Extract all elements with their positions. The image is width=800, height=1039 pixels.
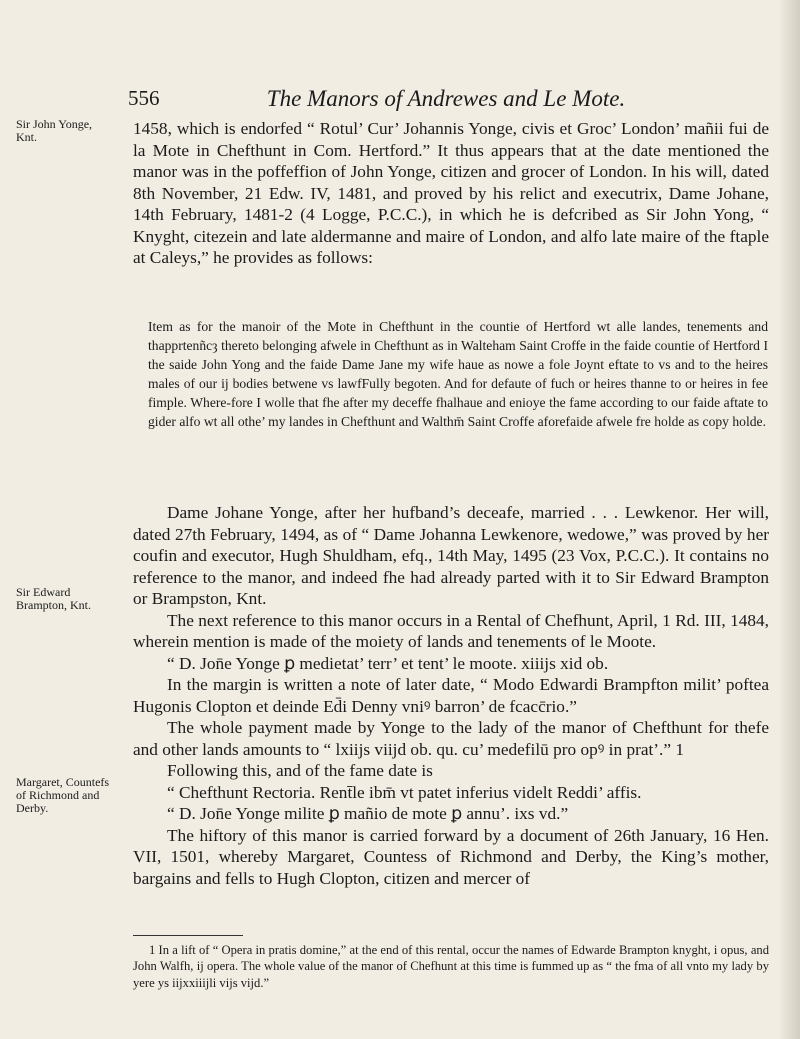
- margin-note-sir-john-yonge: Sir John Yonge, Knt.: [16, 117, 93, 144]
- margin-note-margaret-countess: Margaret, Countefs of Richmond and Derby.: [16, 775, 110, 815]
- paragraph-text: 1458, which is endorfed “ Rotul’ Cur’ Johannis Yonge, civis et Groc’ London’ mañii fui de la Mote in Chefthunt in Com. Hertford.” It thus appears that at the date mentioned the manor was in the poffeffion of John Yonge, citizen and grocer of London. In his will, dated 8th November, 21 Edw. IV, 1481, and proved by his relict and executrix, Dame Johane, 14th February, 1481-2 (4 Logge, P.C.C.), in which he is defcribed as Sir John Yong, “ Knyght, citezein and late aldermanne and maire of London, and alfo late maire of the ftaple at Caleys,” he provides as follows:: [133, 119, 769, 267]
- page-edge-shadow: [778, 0, 800, 1039]
- paragraph-following: Following this, and of the fame date is: [167, 761, 433, 780]
- quotation-text: Item as for the manoir of the Mote in Chefthunt in the countie of Hertford wt alle landes, tenements and thapprtenñcȝ thereto belonging afwele in Chefthunt as in Walteham Saint Croffe in the faide countie of Hertford I the saide John Yong and the faide Dame Jane my wife haue as nowe a fole Joynt eftate to vs and to the heires males of our ij bodies betwene vs lawfFully begoten. And for defaute of fuch or heires thanne to or heires in fee fimple. Where-fore I wolle that fhe after my deceffe fhalhaue and enioye the fame according to our faide aftate to gider alfo wt all othe’ my landes in Chefthunt and Walthm̄ Saint Croffe aforefaide afwele fre holde as copy holde.: [148, 319, 768, 430]
- margin-note-sir-edward-brampton: Sir Edward Brampton, Knt.: [16, 585, 91, 612]
- latin-entry-rectoria: “ Chefthunt Rectoria. Rent̄le ibm̄ vt patet inferius videlt Reddi’ affis.: [167, 782, 642, 802]
- paragraph-history: The hiftory of this manor is carried forward by a document of 26th January, 16 Hen. VII, 1501, whereby Margaret, Countess of Richmond and Derby, the King’s mother, bargains and fells to Hugh Clopton, citizen and mercer of: [133, 825, 769, 888]
- paragraph-rental: The next reference to this manor occurs in a Rental of Chefhunt, April, 1 Rd. III, 1484, wherein mention is made of the moiety of lands and tenements of le Moote.: [133, 610, 769, 651]
- latin-entry-yonge: “ D. Jon̄e Yonge ꝑ medietat’ terr’ et tent’ le moote. xiiijs xid ob.: [167, 653, 609, 673]
- latin-entry-milite: “ D. Jon̄e Yonge milite ꝑ mañio de mote ꝑ annu’. ixs vd.”: [167, 804, 569, 823]
- footnote-text: 1 In a lift of “ Opera in pratis domine,” at the end of this rental, occur the names of Edwarde Brampton knyght, i opus, and John Walfh, ij opera. The whole value of the manor of Chefhunt at this time is fummed up as “ the fma of all vnto my lady by yere ys iijxxiiijli vijs vijd.”: [133, 943, 769, 990]
- paragraph-margin-note: In the margin is written a note of later date, “ Modo Edwardi Brampfton milit’ poftea Hugonis Clopton et deinde Ed̄i Denny vniꝰ barron’ de fcacc̄rio.”: [133, 675, 769, 716]
- paragraph-yonge-will: [133, 118, 769, 269]
- footnote: [133, 942, 769, 991]
- main-body: [133, 502, 769, 889]
- footnote-divider: [133, 935, 243, 936]
- will-quotation: [148, 317, 768, 432]
- running-title: The Manors of Andrewes and Le Mote.: [266, 86, 626, 111]
- paragraph-payment: The whole payment made by Yonge to the lady of the manor of Chefthunt for thefe and other lands amounts to “ lxiijs viijd ob. qu. cu’ medefilū pro opꝰ in prat’.” 1: [133, 718, 769, 759]
- paragraph-dame-johane: Dame Johane Yonge, after her hufband’s deceafe, married . . . Lewkenor. Her will, dated 27th February, 1494, as of “ Dame Johanna Lewkenore, wedowe,” was proved by her coufin and executor, Hugh Shuldham, efq., 14th May, 1495 (23 Vox, P.C.C.). It contains no reference to the manor, and indeed fhe had already parted with it to Sir Edward Brampton or Brampston, Knt.: [133, 503, 769, 608]
- page-number: 556: [128, 86, 160, 110]
